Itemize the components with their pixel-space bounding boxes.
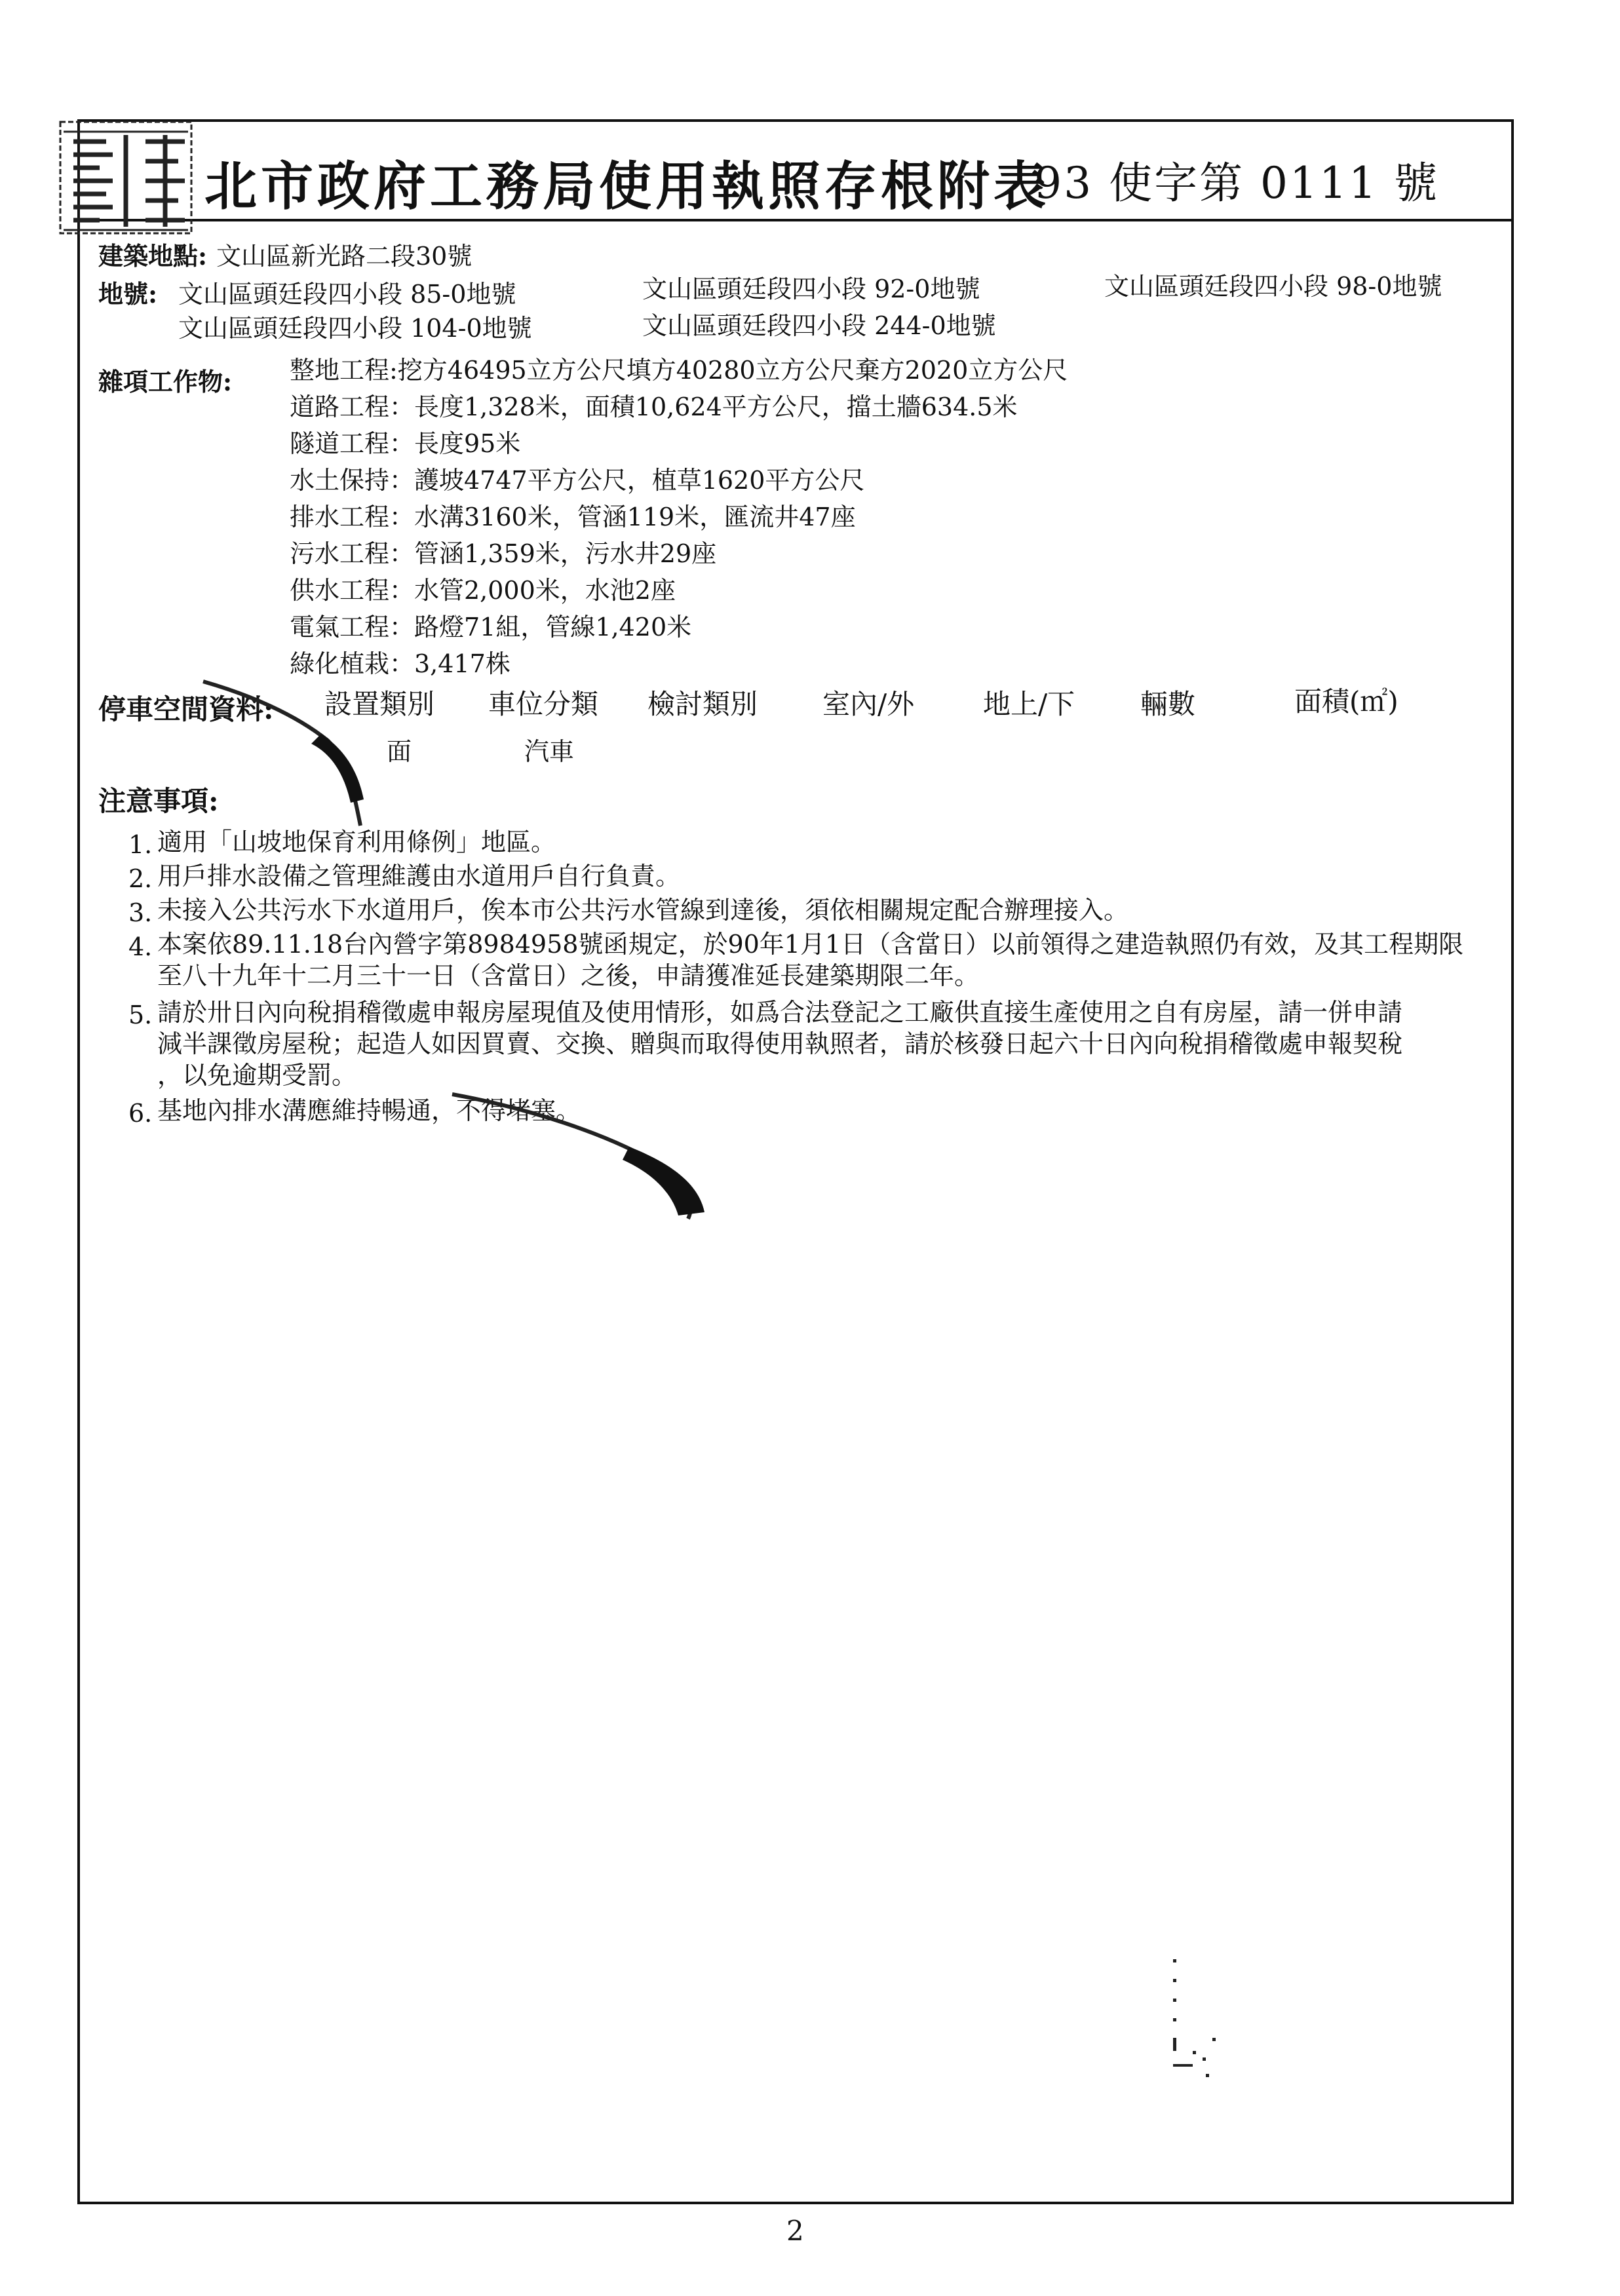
works-item: 道路工程：長度1,328米，面積10,624平方公尺，擋土牆634.5米 xyxy=(290,392,1018,421)
note-text: 至八十九年十二月三十一日（含當日）之後，申請獲准延長建築期限二年。 xyxy=(157,961,980,990)
lot-item: 文山區頭廷段四小段 92-0地號 xyxy=(642,275,980,303)
works-item: 整地工程:挖方46495立方公尺填方40280立方公尺棄方2020立方公尺 xyxy=(290,356,1068,385)
scan-noise-icon xyxy=(1167,1953,1225,2090)
ink-smudge-icon xyxy=(446,1088,721,1225)
works-item: 水土保持：護坡4747平方公尺，植草1620平方公尺 xyxy=(290,466,865,495)
note-text: 減半課徵房屋稅；起造人如因買賣、交換、贈與而取得使用執照者，請於核發日起六十日內向稅捐稽徵處申報契稅 xyxy=(157,1029,1403,1058)
parking-col-header: 車位分類 xyxy=(488,688,599,720)
note-number: 5. xyxy=(128,1001,153,1029)
parking-col-header: 輛數 xyxy=(1140,688,1196,720)
note-number: 2. xyxy=(128,864,153,893)
document-title: 北市政府工務局使用執照存根附表 xyxy=(204,155,1050,217)
works-item: 綠化植栽：3,417株 xyxy=(290,649,511,678)
works-item: 電氣工程：路燈71組，管線1,420米 xyxy=(290,613,692,641)
note-text: 未接入公共污水下水道用戶，俟本市公共污水管線到達後，須依相關規定配合辦理接入。 xyxy=(157,896,1129,925)
parking-col-header: 設置類別 xyxy=(324,688,435,720)
lot-item: 文山區頭廷段四小段 244-0地號 xyxy=(642,311,996,340)
title-row xyxy=(80,122,1511,221)
works-item: 排水工程：水溝3160米，管涵119米，匯流井47座 xyxy=(290,503,856,531)
note-number: 4. xyxy=(128,932,153,961)
lots-label: 地號: xyxy=(98,279,158,309)
note-text: 請於卅日內向稅捐稽徵處申報房屋現值及使用情形，如爲合法登記之工廠供直接生產使用之自有房屋，請一併申請 xyxy=(157,998,1403,1027)
note-number: 3. xyxy=(128,898,153,927)
lot-item: 文山區頭廷段四小段 85-0地號 xyxy=(178,280,516,309)
parking-label: 停車空間資料: xyxy=(98,693,274,725)
parking-col-header: 面積(㎡) xyxy=(1294,685,1398,718)
site-address: 文山區新光路二段30號 xyxy=(216,242,473,271)
notes-label: 注意事項: xyxy=(98,785,219,817)
works-label: 雜項工作物: xyxy=(98,367,233,396)
note-text: 適用「山坡地保育利用條例」地區。 xyxy=(157,828,556,856)
parking-cell: 汽車 xyxy=(524,737,575,766)
parking-col-header: 室內/外 xyxy=(822,688,915,720)
lot-item: 文山區頭廷段四小段 104-0地號 xyxy=(178,314,532,343)
lot-item: 文山區頭廷段四小段 98-0地號 xyxy=(1104,272,1442,301)
official-seal-icon xyxy=(34,115,198,240)
site-label: 建築地點: xyxy=(98,241,208,271)
parking-col-header: 地上/下 xyxy=(983,688,1075,720)
note-text: ，以免逾期受罰。 xyxy=(157,1061,357,1090)
note-text: 基地內排水溝應維持暢通，不得堵塞。 xyxy=(157,1096,581,1125)
note-text: 用戶排水設備之管理維護由水道用戶自行負責。 xyxy=(157,862,681,890)
works-item: 污水工程：管涵1,359米，污水井29座 xyxy=(290,539,717,568)
parking-cell: 面 xyxy=(387,737,412,766)
page-number: 2 xyxy=(786,2215,804,2247)
note-number: 1. xyxy=(128,830,153,859)
works-item: 供水工程：水管2,000米，水池2座 xyxy=(290,576,676,605)
parking-col-header: 檢討類別 xyxy=(647,688,758,720)
note-text: 本案依89.11.18台內營字第8984958號函規定，於90年1月1日（含當日）以前領得之建造執照仍有效，及其工程期限 xyxy=(157,930,1464,959)
permit-number: 93 使字第 0111 號 xyxy=(1034,158,1439,208)
works-item: 隧道工程：長度95米 xyxy=(290,429,521,458)
ink-smudge-icon xyxy=(197,668,406,839)
note-number: 6. xyxy=(128,1099,153,1128)
